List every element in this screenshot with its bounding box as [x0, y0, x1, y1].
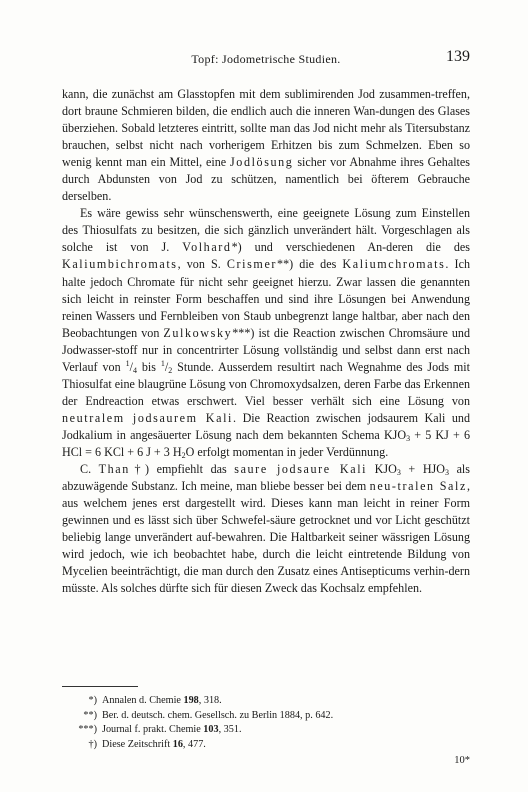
volume-number: 198	[183, 695, 199, 706]
subscript: 3	[445, 468, 449, 478]
footnote	[62, 738, 470, 753]
footnote	[62, 723, 470, 738]
spaced-term: Kaliumbichromats	[62, 257, 178, 272]
footnote-text	[102, 738, 206, 753]
text-run: O erfolgt momentan in jeder Verdünnung.	[185, 444, 389, 459]
fraction-numerator: 1	[125, 358, 130, 368]
volume-number: 103	[203, 724, 219, 735]
footnote-divider	[62, 686, 138, 687]
citation-text: Annalen d. Chemie	[102, 695, 184, 706]
footnote-mark: *)	[88, 695, 97, 706]
footnote-mark: ***)	[78, 724, 97, 735]
subscript: 3	[396, 468, 401, 478]
text-run: ***) ist die Reaction zwischen Chromsäure und Jodwasser-stoff nur in concentrirter Lösung vollständig und selbst dann erst nach Verlauf von	[62, 325, 470, 374]
author-name: Crismer	[226, 257, 278, 272]
citation-page: , 318.	[198, 695, 222, 706]
text-run: , von S.	[177, 257, 227, 272]
text-run: kann, die zunächst am Glasstopfen mit dem sublimirenden Jod zusammen-treffen, dort braune Schmieren bilden, die endlich auch die inneren Wan-dungen des Glases überziehen. Sobald letzteres eintritt, sollte man das Jod nicht mehr als Titersubstanz brauchen, selbst nicht nach vorherigem Erhitzen bis zum Schmelzen. Eben so wenig kennt man ein Mittel, eine	[62, 87, 470, 170]
text-run: bis	[136, 359, 161, 374]
fraction-denominator: 4	[132, 365, 137, 375]
citation-text: Ber. d. deutsch. chem. Gesellsch. zu Berlin 1884, p. 642.	[102, 709, 334, 721]
spaced-term: neutralem jodsaurem Kali	[62, 410, 234, 425]
text-run: . Die Reaction zwischen jodsaurem Kali und Jodkalium in angesäuerter Lösung nach dem bekannten Schema KJO	[62, 410, 470, 442]
author-name: Zulkowsky	[163, 325, 233, 340]
footnote	[62, 694, 470, 709]
paragraph-2: Es wäre gewiss sehr wünschenswerth, eine geeignete Lösung zum Einstellen des Thiosulfats zu besitzen, die sich gänzlich unverändert hält. Vorgeschlagen als solche ist von J. Volhard*) und verschiedenen An-deren die des Kaliumbichromats, von S. Crismer**) die des Kaliumchromats. Ich halte jedoch Chromate für nicht sehr geeignet hierzu. Zwar lassen die genannten sich leicht in reinster Form beschaffen und sind ihre Lösungen bei Anwendung reinen Wassers und Fernbleiben von Staub unbegrenzt lange haltbar, aber nach den Beobachtungen von Zulkowsky***) ist die Reaction zwischen Chromsäure und Jodwasser-stoff nur in concentrirter Lösung vollständig und selbst dann erst nach Verlauf von $^1/_4$ bis $^1/_2$ Stunde. Ausserdem resultirt nach Wegnahme des Jods mit Thiosulfat eine blaugrüne Lösung von Chromoxydsalzen, deren Farbe das Erkennen der Endreaction etwas erschwert. Viel besser verhält sich eine Lösung von neutralem jodsaurem Kali. Die Reaction zwischen jodsaurem Kali und Jodkalium in angesäuerter Lösung nach dem bekannten Schema $KJO_3 + 5$ KJ + 6 HCl = 6 KCl + 6 J + 3 $H_2O$ erfolgt momentan in jeder Verdünnung.	[62, 206, 471, 460]
paragraph-3	[62, 461, 470, 597]
citation-text: Diese Zeitschrift	[102, 738, 173, 750]
page-header	[62, 48, 470, 70]
text-run: *) und verschiedenen An-deren die des	[231, 240, 470, 255]
text-run: + HJO	[400, 462, 445, 477]
footnote-text	[102, 694, 222, 709]
author-name: Than	[98, 462, 130, 477]
fraction-denominator: 2	[168, 365, 173, 375]
citation-page: , 477.	[182, 738, 206, 750]
spaced-term: Kaliumchromats	[342, 257, 446, 272]
footnotes	[62, 694, 470, 752]
footnote-mark: **)	[83, 709, 97, 721]
author-name: Volhard	[182, 240, 232, 255]
footnote-mark: †)	[88, 738, 97, 750]
text-run: KJO	[367, 462, 397, 477]
volume-number: 16	[172, 738, 183, 750]
text-run: †) empfiehlt das	[129, 462, 235, 477]
text-run: sicher vor Abnahme ihres Gehaltes durch Abdunsten von Jod zu schützen, namentlich bei öfterem Gebrauche derselben.	[62, 155, 470, 204]
footnote-text	[102, 723, 242, 738]
footnote	[62, 709, 470, 724]
text-run: Stunde. Ausserdem resultirt nach Wegnahme des Jods mit Thiosulfat eine blaugrüne Lösung von Chromoxydsalzen, deren Farbe das Erkennen der Endreaction etwas erschwert. Viel besser verhält sich eine Lösung von	[62, 359, 470, 408]
spaced-term: neu-tralen Salz	[369, 479, 467, 494]
text-run: Es wäre gewiss sehr wünschenswerth, eine geeignete Lösung zum Einstellen des Thiosulfats zu besitzen, die sich gänzlich unverändert hält. Vorgeschlagen als solche ist von J.	[62, 206, 470, 255]
text-run: als abzuwägende Substanz. Ich meine, man bliebe besser bei dem	[62, 462, 471, 494]
subscript: 3	[406, 433, 411, 443]
running-title: Topf: Jodometrische Studien.	[191, 52, 341, 66]
citation-page: , 351.	[218, 724, 242, 735]
text-run: C.	[80, 462, 99, 477]
main-text	[62, 86, 470, 597]
spaced-term: saure jodsaure Kali	[234, 462, 368, 477]
footnote-text	[102, 709, 333, 724]
text-run: . Ich halte jedoch Chromate für nicht sehr geeignet hierzu. Zwar lassen die genannten sich leicht in reinster Form beschaffen und sind ihre Lösungen bei Anwendung reinen Wassers und Fernbleiben von Staub unbegrenzt lange haltbar, aber nach den Beobachtungen von	[62, 257, 470, 340]
text-run: **) die des	[277, 257, 343, 272]
page-number: 139	[446, 48, 470, 65]
text-run: + 5 KJ + 6 HCl = 6 KCl + 6 J + 3 H	[62, 427, 471, 459]
subscript: 2	[181, 450, 186, 460]
citation-text: Journal f. prakt. Chemie	[102, 724, 204, 735]
signature-mark: 10*	[454, 755, 470, 766]
text-run: , aus welchem jenes erst dargestellt wird. Dieses kann man leicht in reiner Form gewinnen und es lässt sich über Schwefel-säure getrocknet und vor Licht geschützt beliebig lange unverändert auf-bewahren. Die Haltbarkeit seiner wässrigen Lösung wird jedoch, wie ich beobachtet habe, durch die leicht eintretende Bildung von Mycelien beeinträchtigt, die man durch den Zusatz eines Antisepticums verhin-dern müsste. Als solches dürfte sich für diesen Zweck das Kochsalz empfehlen.	[62, 479, 470, 596]
spaced-term: Jodlösung	[229, 155, 294, 170]
fraction-numerator: 1	[160, 358, 165, 368]
paragraph-1	[62, 86, 470, 205]
